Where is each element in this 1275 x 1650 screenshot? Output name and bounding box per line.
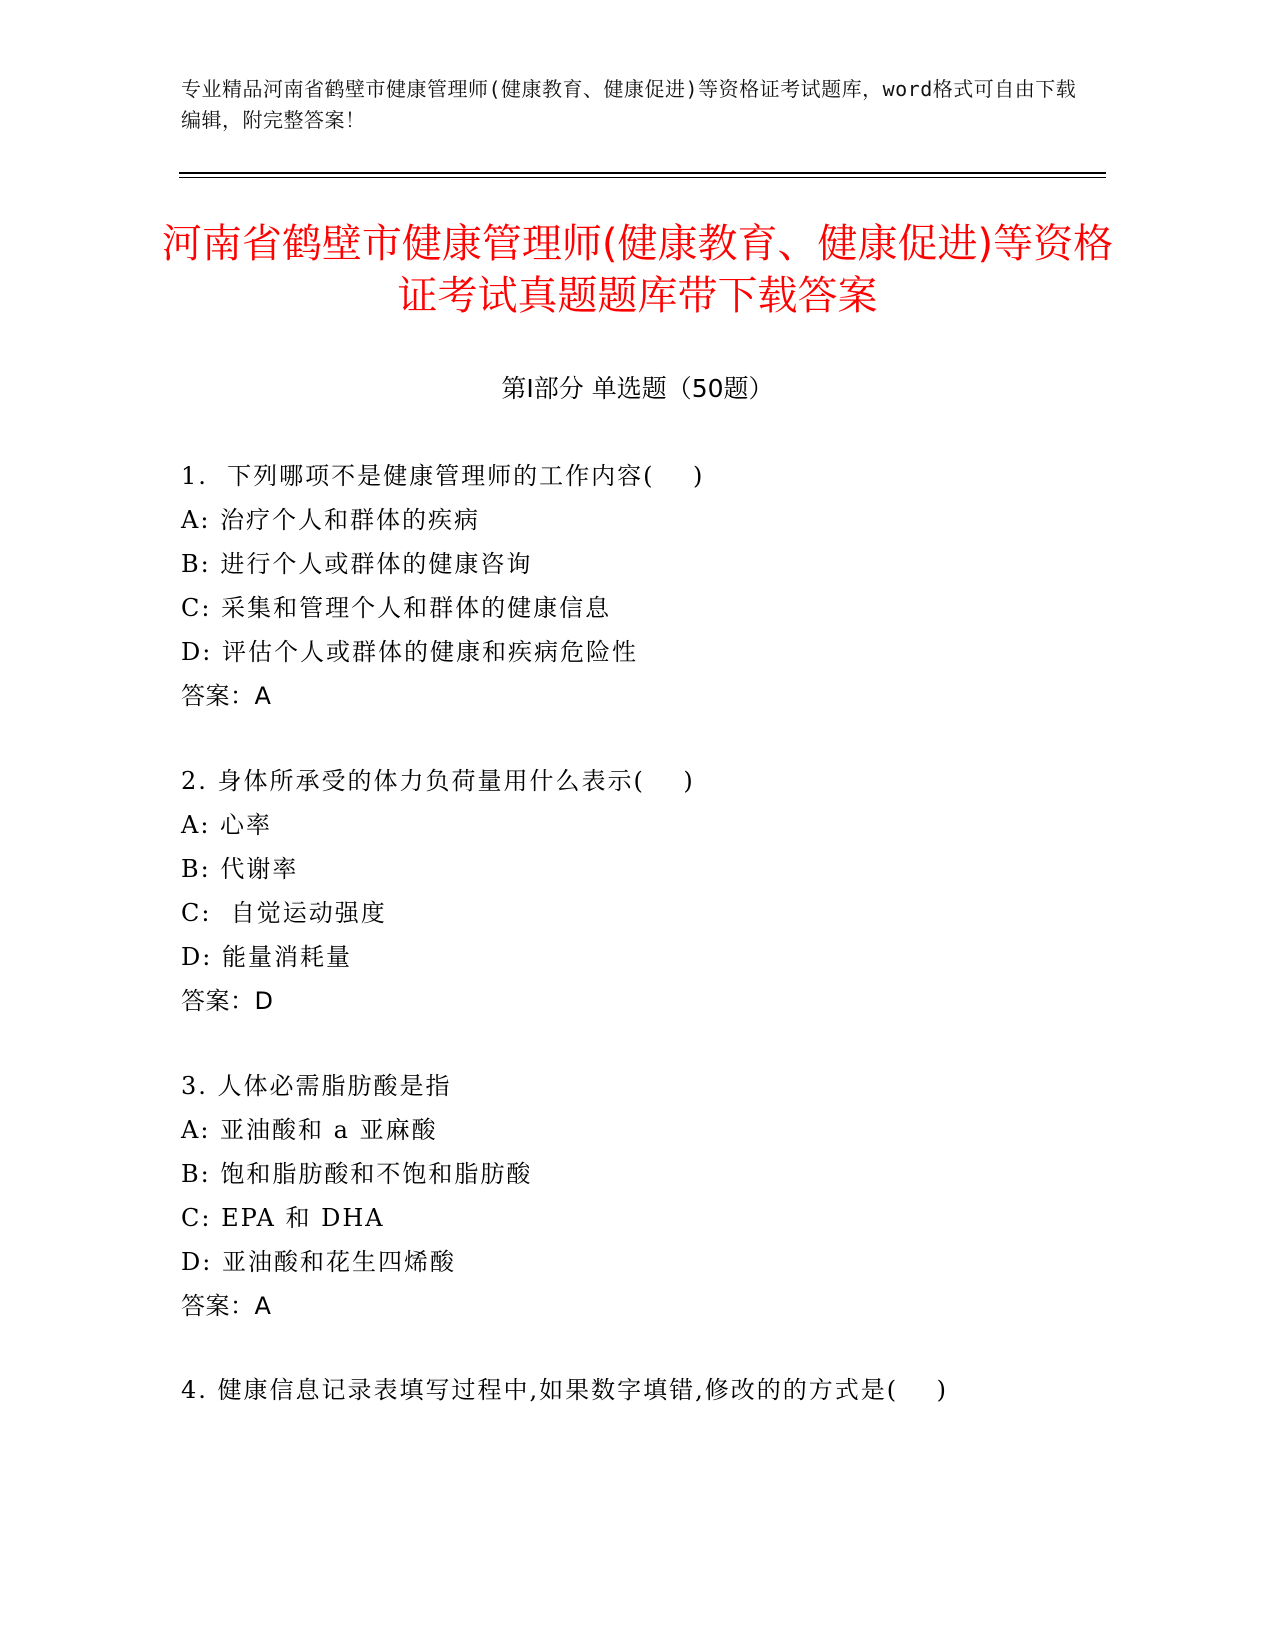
- question-2: [181, 759, 1081, 1023]
- option-b: B: 饱和脂肪酸和不饱和脂肪酸: [181, 1160, 533, 1188]
- option-c: C: 采集和管理个人和群体的健康信息: [181, 594, 612, 622]
- option-b: B: 进行个人或群体的健康咨询: [181, 550, 533, 578]
- question-1: [181, 454, 1081, 718]
- option-d: D: 评估个人或群体的健康和疾病危险性: [181, 638, 638, 666]
- option-d: D: 亚油酸和花生四烯酸: [181, 1248, 456, 1276]
- question-stem: 4. 健康信息记录表填写过程中,如果数字填错,修改的的方式是( ): [181, 1376, 949, 1404]
- answer: 答案：D: [181, 987, 274, 1015]
- option-a: A: 亚油酸和 a 亚麻酸: [181, 1116, 438, 1144]
- header-divider-thin: [179, 177, 1106, 178]
- question-stem: 2. 身体所承受的体力负荷量用什么表示( ): [181, 767, 695, 795]
- option-a: A: 治疗个人和群体的疾病: [181, 506, 481, 534]
- question-3: [181, 1064, 1081, 1328]
- option-c: C: 自觉运动强度: [181, 899, 387, 927]
- option-b: B: 代谢率: [181, 855, 299, 883]
- option-d: D: 能量消耗量: [181, 943, 352, 971]
- question-4: [181, 1368, 1081, 1412]
- answer: 答案：A: [181, 682, 272, 710]
- option-a: A: 心率: [181, 811, 273, 839]
- header-divider-thick: [179, 172, 1106, 174]
- option-c: C: EPA 和 DHA: [181, 1204, 385, 1232]
- question-stem: 1. 下列哪项不是健康管理师的工作内容( ): [181, 462, 705, 490]
- document-title: 河南省鹤壁市健康管理师(健康教育、健康促进)等资格证考试真题题库带下载答案: [161, 221, 1114, 319]
- question-stem: 3. 人体必需脂肪酸是指: [181, 1072, 452, 1100]
- section-heading: 第Ⅰ部分 单选题（50题）: [501, 374, 774, 403]
- header-note: 专业精品河南省鹤壁市健康管理师(健康教育、健康促进)等资格证考试题库，word格式可自由下载编辑，附完整答案！: [181, 77, 1077, 132]
- answer: 答案：A: [181, 1292, 272, 1320]
